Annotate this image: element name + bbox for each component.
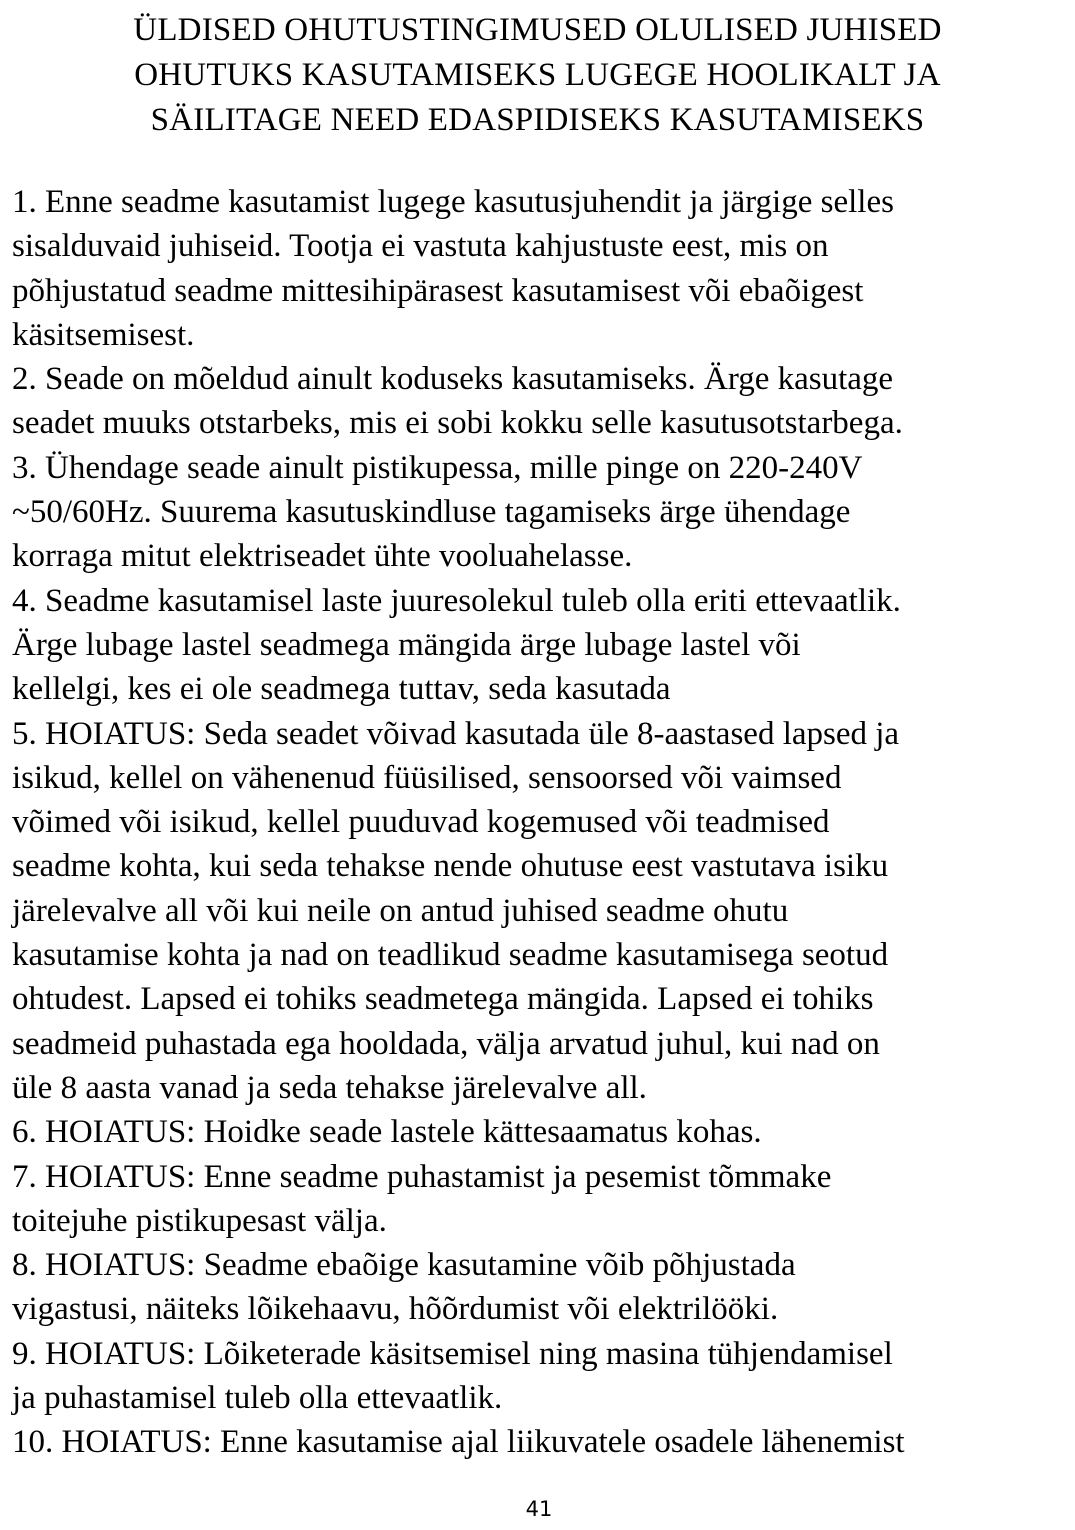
- text-line: 3. Ühendage seade ainult pistikupessa, mille pinge on 220-240V: [12, 449, 863, 486]
- text-line: 2. Seade on mõeldud ainult koduseks kasutamiseks. Ärge kasutage: [12, 361, 894, 398]
- text-line: üle 8 aasta vanad ja seda tehakse järelevalve all.: [12, 1069, 647, 1106]
- text-line: seadmeid puhastada ega hooldada, välja arvatud juhul, kui nad on: [12, 1025, 880, 1062]
- text-line: ohtudest. Lapsed ei tohiks seadmetega mängida. Lapsed ei tohiks: [12, 981, 874, 1018]
- text-line: 6. HOIATUS: Hoidke seade lastele kättesaamatus kohas.: [12, 1114, 762, 1151]
- text-line: 10. HOIATUS: Enne kasutamise ajal liikuvatele osadele lähenemist: [12, 1424, 905, 1461]
- text-line: võimed või isikud, kellel puuduvad kogemused või teadmised: [12, 804, 830, 841]
- page-title: [0, 8, 1075, 143]
- text-line: ja puhastamisel tuleb olla ettevaatlik.: [12, 1380, 503, 1417]
- text-line: käsitsemisest.: [12, 316, 195, 353]
- text-line: ~50/60Hz. Suurema kasutuskindluse tagamiseks ärge ühendage: [12, 494, 851, 531]
- text-line: sisalduvaid juhiseid. Tootja ei vastuta kahjustuste eest, mis on: [12, 228, 829, 265]
- title-line: ÜLDISED OHUTUSTINGIMUSED OLULISED JUHISED: [133, 12, 942, 48]
- text-line: 4. Seadme kasutamisel laste juuresolekul tuleb olla eriti ettevaatlik.: [12, 582, 901, 619]
- text-line: 1. Enne seadme kasutamist lugege kasutusjuhendit ja järgige selles: [12, 184, 894, 220]
- page-number: 41: [525, 1497, 553, 1521]
- text-line: toitejuhe pistikupesast välja.: [12, 1202, 387, 1239]
- title-line: SÄILITAGE NEED EDASPIDISEKS KASUTAMISEKS: [150, 102, 925, 138]
- text-line: põhjustatud seadme mittesihipärasest kasutamisest või ebaõigest: [12, 272, 864, 309]
- text-line: 5. HOIATUS: Seda seadet võivad kasutada üle 8-aastased lapsed ja: [12, 715, 900, 752]
- text-line: vigastusi, näiteks lõikehaavu, hõõrdumist või elektrilööki.: [12, 1291, 779, 1328]
- text-line: Ärge lubage lastel seadmega mängida ärge lubage lastel või: [12, 626, 801, 663]
- safety-instructions: [12, 180, 1072, 1465]
- text-line: 7. HOIATUS: Enne seadme puhastamist ja pesemist tõmmake: [12, 1158, 832, 1195]
- text-line: seadet muuks otstarbeks, mis ei sobi kokku selle kasutusotstarbega.: [12, 405, 903, 442]
- text-line: korraga mitut elektriseadet ühte vooluahelasse.: [12, 538, 633, 575]
- text-line: kasutamise kohta ja nad on teadlikud seadme kasutamisega seotud: [12, 937, 889, 974]
- title-line: OHUTUKS KASUTAMISEKS LUGEGE HOOLIKALT JA: [134, 57, 941, 93]
- text-line: isikud, kellel on vähenenud füüsilised, sensoorsed või vaimsed: [12, 759, 842, 796]
- text-line: 8. HOIATUS: Seadme ebaõige kasutamine võib põhjustada: [12, 1247, 796, 1284]
- text-line: kellelgi, kes ei ole seadmega tuttav, seda kasutada: [12, 671, 671, 708]
- text-line: 9. HOIATUS: Lõiketerade käsitsemisel ning masina tühjendamisel: [12, 1335, 893, 1372]
- text-line: seadme kohta, kui seda tehakse nende ohutuse eest vastutava isiku: [12, 848, 889, 885]
- text-line: järelevalve all või kui neile on antud juhised seadme ohutu: [12, 892, 789, 929]
